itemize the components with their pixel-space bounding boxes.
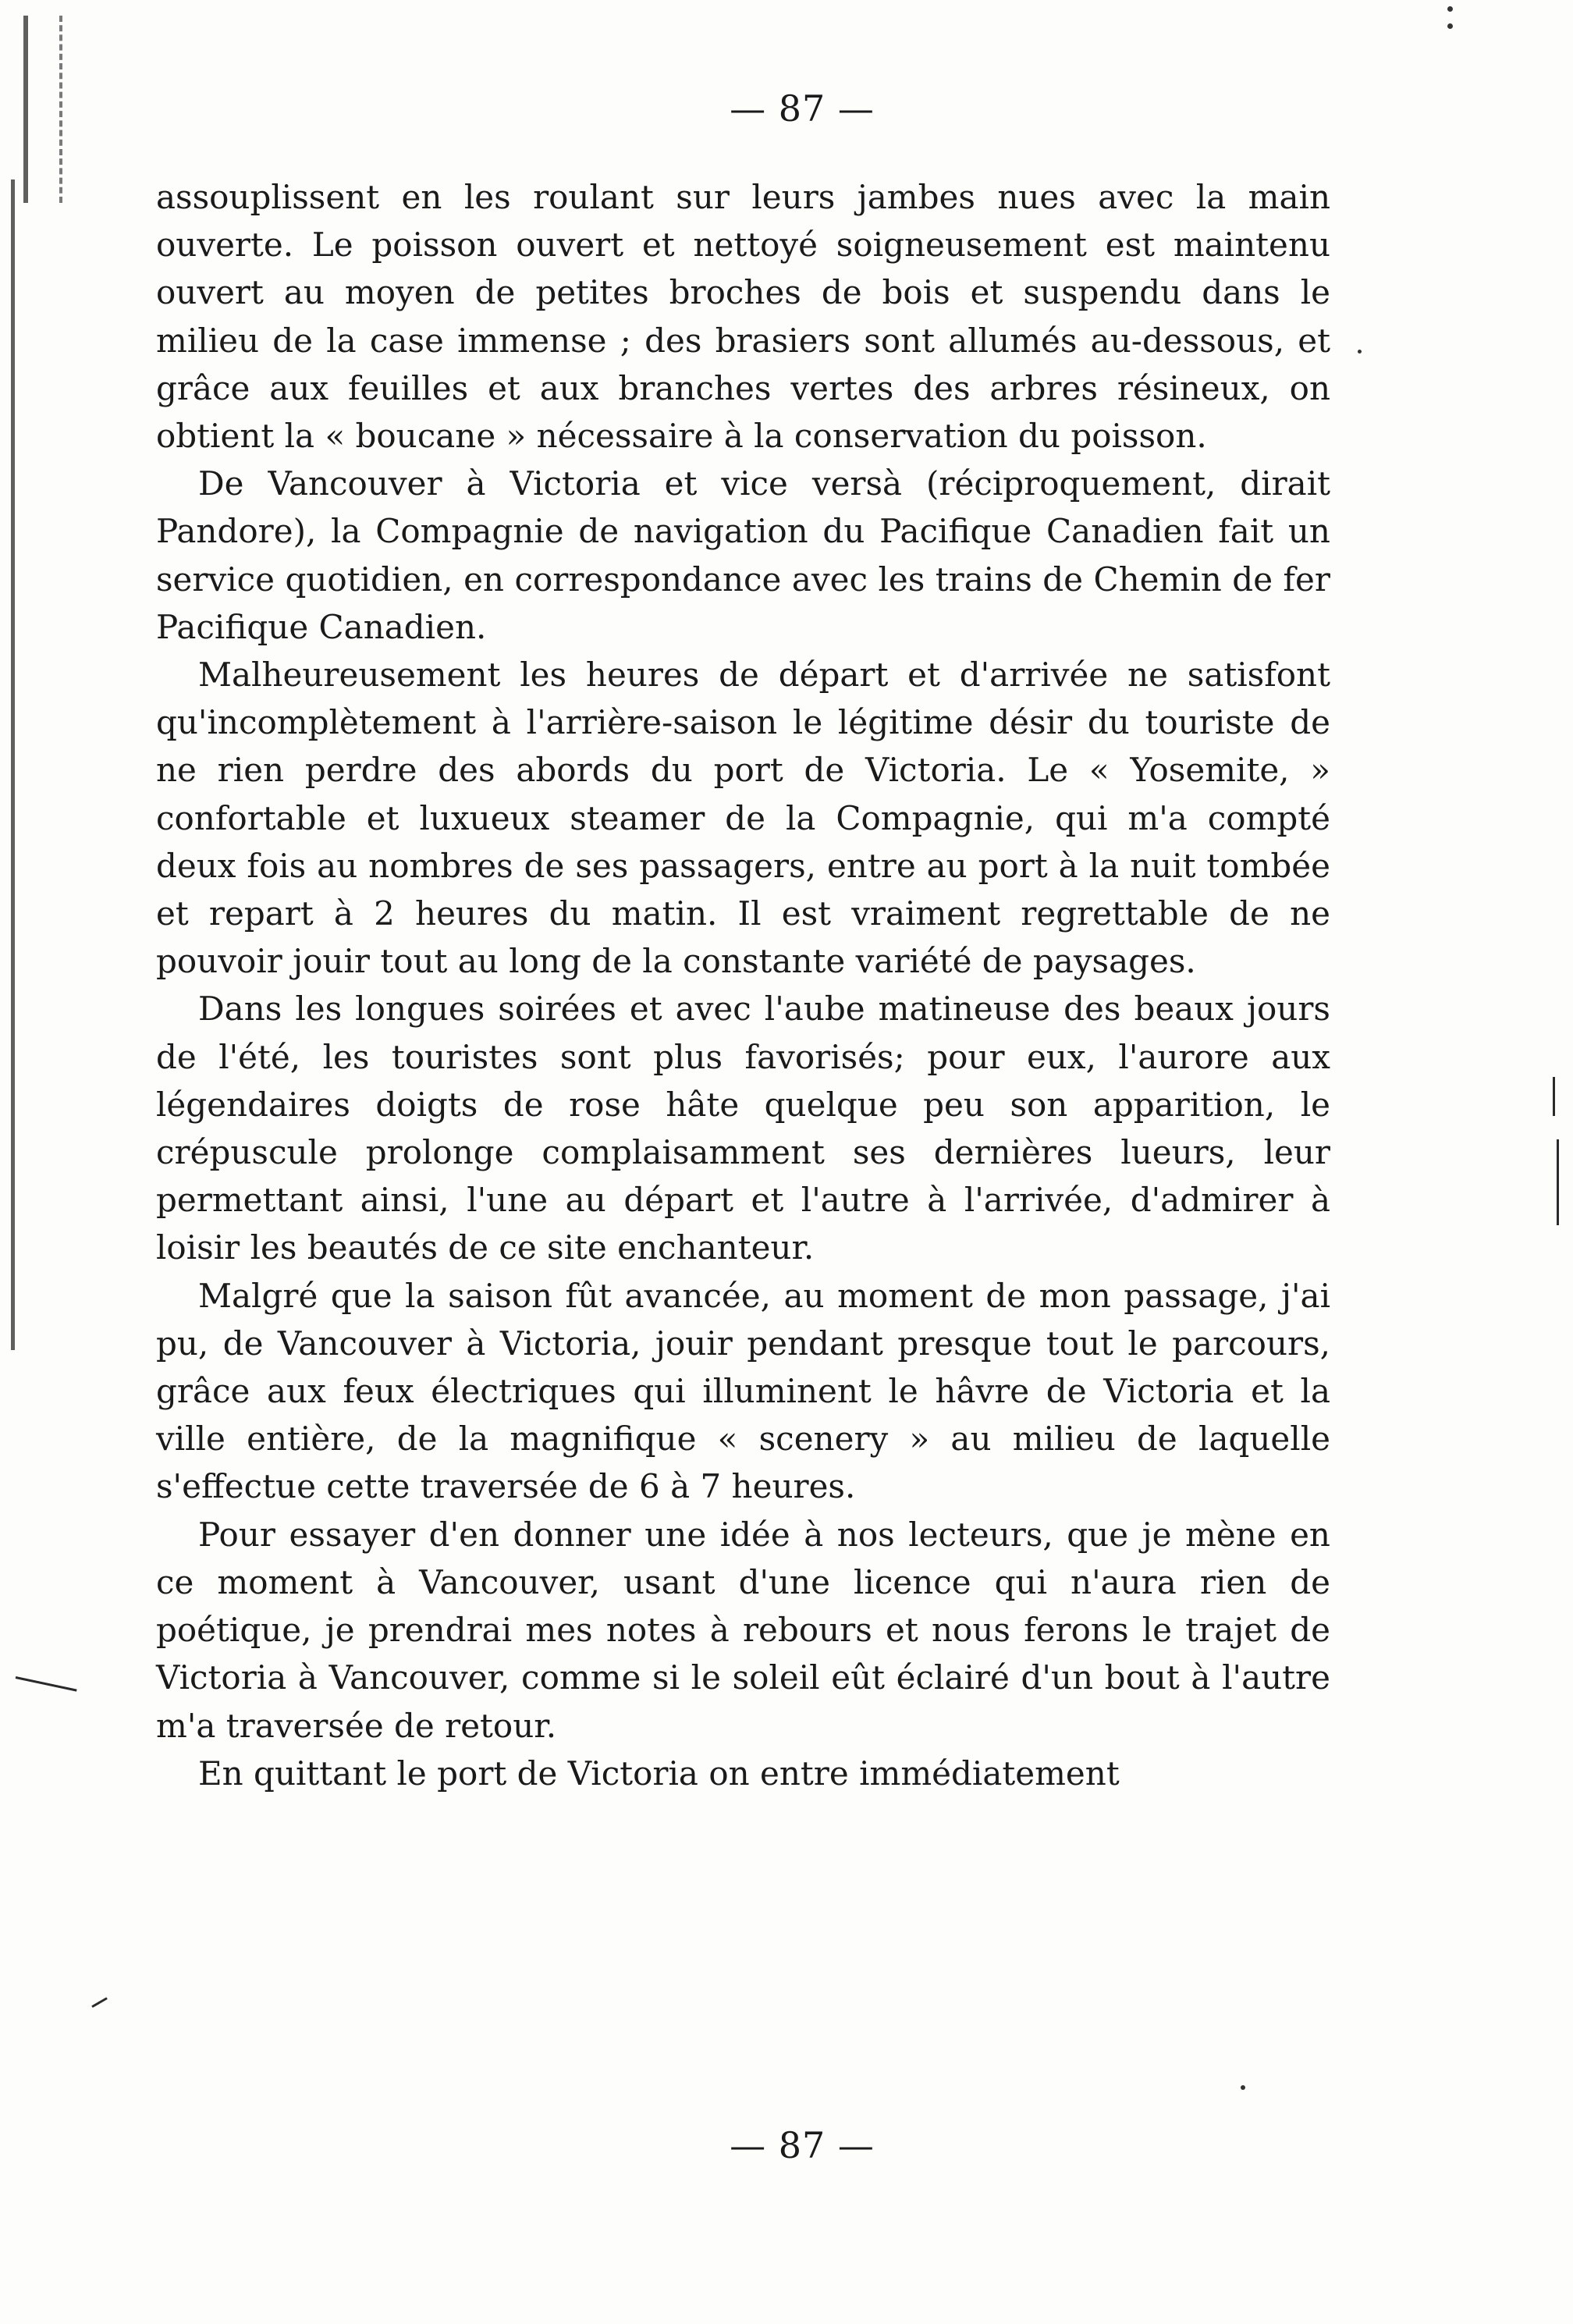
page-number-top: — 87 —	[730, 87, 875, 130]
scan-speck	[1241, 2085, 1245, 2090]
paragraph-1: assouplissent en les roulant sur leurs jambes nues avec la main ouverte. Le poisson ouvert et nettoyé soigneusement est maintenu ouvert au moyen de petites broches de bois et suspendu dans le milieu de la case immense ; des brasiers sont allumés au-dessous, et grâce aux feuilles et aux branches vertes des arbres résineux, on obtient la « boucane » nécessaire à la conservation du poisson.	[156, 178, 1330, 456]
paragraph-3: Malheureusement les heures de départ et d'arrivée ne satisfont qu'incomplètement à l'arrière-saison le légitime désir du touriste de ne rien perdre des abords du port de Victoria. Le « Yosemite, » confortable et luxueux steamer de la Compagnie, qui m'a compté deux fois au nombres de ses passagers, entre au port à la nuit tombée et repart à 2 heures du matin. Il est vraiment regrettable de ne pouvoir jouir tout au long de la constante variété de paysages.	[156, 656, 1330, 981]
paragraph-4: Dans les longues soirées et avec l'aube matineuse des beaux jours de l'été, les touristes sont plus favorisés; pour eux, l'aurore aux légendaires doigts de rose hâte quelque peu son apparition, le crépuscule prolonge complaisamment ses dernières lueurs, leur permettant ainsi, l'une au départ et l'autre à l'arrivée, d'admirer à loisir les beautés de ce site enchanteur.	[156, 990, 1330, 1267]
paragraph-7: En quittant le port de Victoria on entre immédiatement	[198, 1754, 1120, 1793]
binding-rule	[11, 179, 15, 1350]
margin-mark	[1553, 1077, 1555, 1116]
paragraph-6: Pour essayer d'en donner une idée à nos lecteurs, que je mène en ce moment à Vancouver, usant d'une licence qui n'aura rien de poétique, je prendrai mes notes à rebours et nous ferons le trajet de Victoria à Vancouver, comme si le soleil eût éclairé d'un bout à l'autre m'a traversée de retour.	[156, 1515, 1330, 1745]
margin-mark	[1557, 1139, 1559, 1225]
body-text	[156, 173, 1330, 1797]
scan-speck	[1358, 350, 1362, 354]
binding-edge	[0, 0, 70, 2324]
paragraph-5: Malgré que la saison fût avancée, au moment de mon passage, j'ai pu, de Vancouver à Victoria, jouir pendant presque tout le parcours, grâce aux feux électriques qui illuminent le hâvre de Victoria et la ville entière, de la magnifique « scenery » au milieu de laquelle s'effectue cette traversée de 6 à 7 heures.	[156, 1276, 1330, 1506]
margin-mark	[91, 1997, 108, 2008]
scan-speck	[1447, 23, 1453, 29]
page-number-bottom: — 87 —	[730, 2124, 875, 2166]
scan-speck	[1447, 6, 1453, 12]
paragraph-2: De Vancouver à Victoria et vice versà (réciproquement, dirait Pandore), la Compagnie de navigation du Pacifique Canadien fait un service quotidien, en correspondance avec les trains de Chemin de fer Pacifique Canadien.	[156, 464, 1330, 646]
